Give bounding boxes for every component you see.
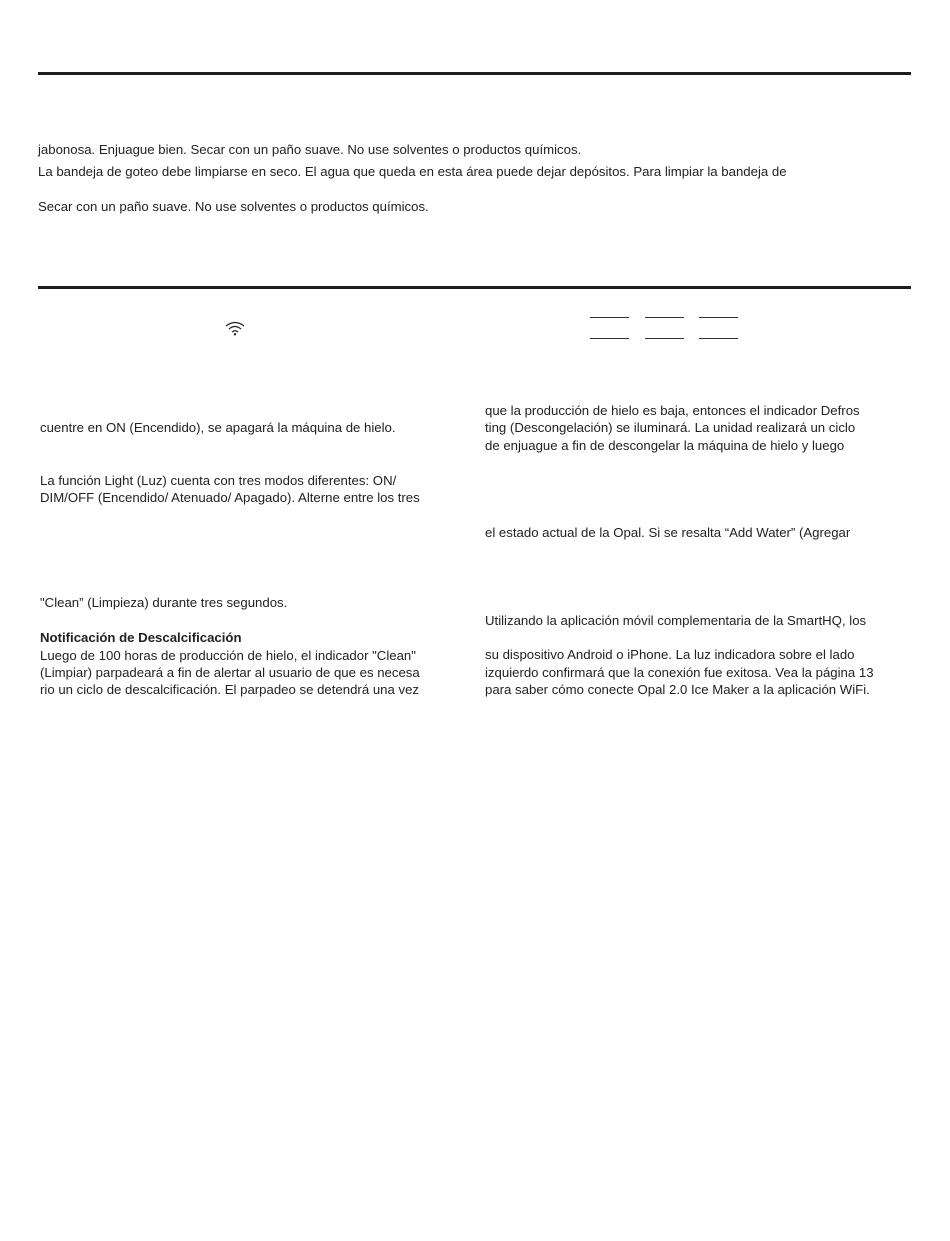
left-paragraph-4-line-2: (Limpiar) parpadeará a fin de alertar al usuario de que es necesa xyxy=(40,665,420,680)
blank-line xyxy=(590,338,629,339)
right-paragraph-1-line-1: que la producción de hielo es baja, entonces el indicador Defros xyxy=(485,403,860,418)
left-paragraph-4-line-1: Luego de 100 horas de producción de hielo, el indicador "Clean" xyxy=(40,648,416,663)
middle-divider xyxy=(38,286,911,289)
top-text-line-2: La bandeja de goteo debe limpiarse en seco. El agua que queda en esta área puede dejar depósitos. Para limpiar la bandeja de xyxy=(38,164,787,179)
left-paragraph-2-line-1: La función Light (Luz) cuenta con tres modos diferentes: ON/ xyxy=(40,473,397,488)
right-paragraph-1-line-3: de enjuague a fin de descongelar la máquina de hielo y luego xyxy=(485,438,845,453)
top-text-line-3: Secar con un paño suave. No use solventes o productos químicos. xyxy=(38,199,429,214)
blank-line xyxy=(645,317,684,318)
right-paragraph-2: el estado actual de la Opal. Si se resalta “Add Water” (Agregar xyxy=(485,525,851,540)
right-paragraph-4-line-3: para saber cómo conecte Opal 2.0 Ice Maker a la aplicación WiFi. xyxy=(485,682,870,697)
right-paragraph-3: Utilizando la aplicación móvil complementaria de la SmartHQ, los xyxy=(485,613,867,628)
blank-line xyxy=(699,338,738,339)
blank-line xyxy=(590,317,629,318)
top-text-line-1: jabonosa. Enjuague bien. Secar con un paño suave. No use solventes o productos químicos. xyxy=(38,142,582,157)
descaling-heading: Notificación de Descalcificación xyxy=(40,630,242,645)
wifi-icon xyxy=(224,320,246,336)
left-paragraph-2-line-2: DIM/OFF (Encendido/ Atenuado/ Apagado). Alterne entre los tres xyxy=(40,490,420,505)
top-divider xyxy=(38,72,911,75)
right-paragraph-4-line-2: izquierdo confirmará que la conexión fue exitosa. Vea la página 13 xyxy=(485,665,874,680)
blank-line xyxy=(699,317,738,318)
blank-line xyxy=(645,338,684,339)
right-paragraph-4-line-1: su dispositivo Android o iPhone. La luz indicadora sobre el lado xyxy=(485,647,855,662)
left-paragraph-4-line-3: rio un ciclo de descalcificación. El parpadeo se detendrá una vez xyxy=(40,682,420,697)
right-paragraph-1-line-2: ting (Descongelación) se iluminará. La unidad realizará un ciclo xyxy=(485,420,856,435)
left-paragraph-1: cuentre en ON (Encendido), se apagará la máquina de hielo. xyxy=(40,420,396,435)
left-paragraph-3: "Clean” (Limpieza) durante tres segundos. xyxy=(40,595,288,610)
